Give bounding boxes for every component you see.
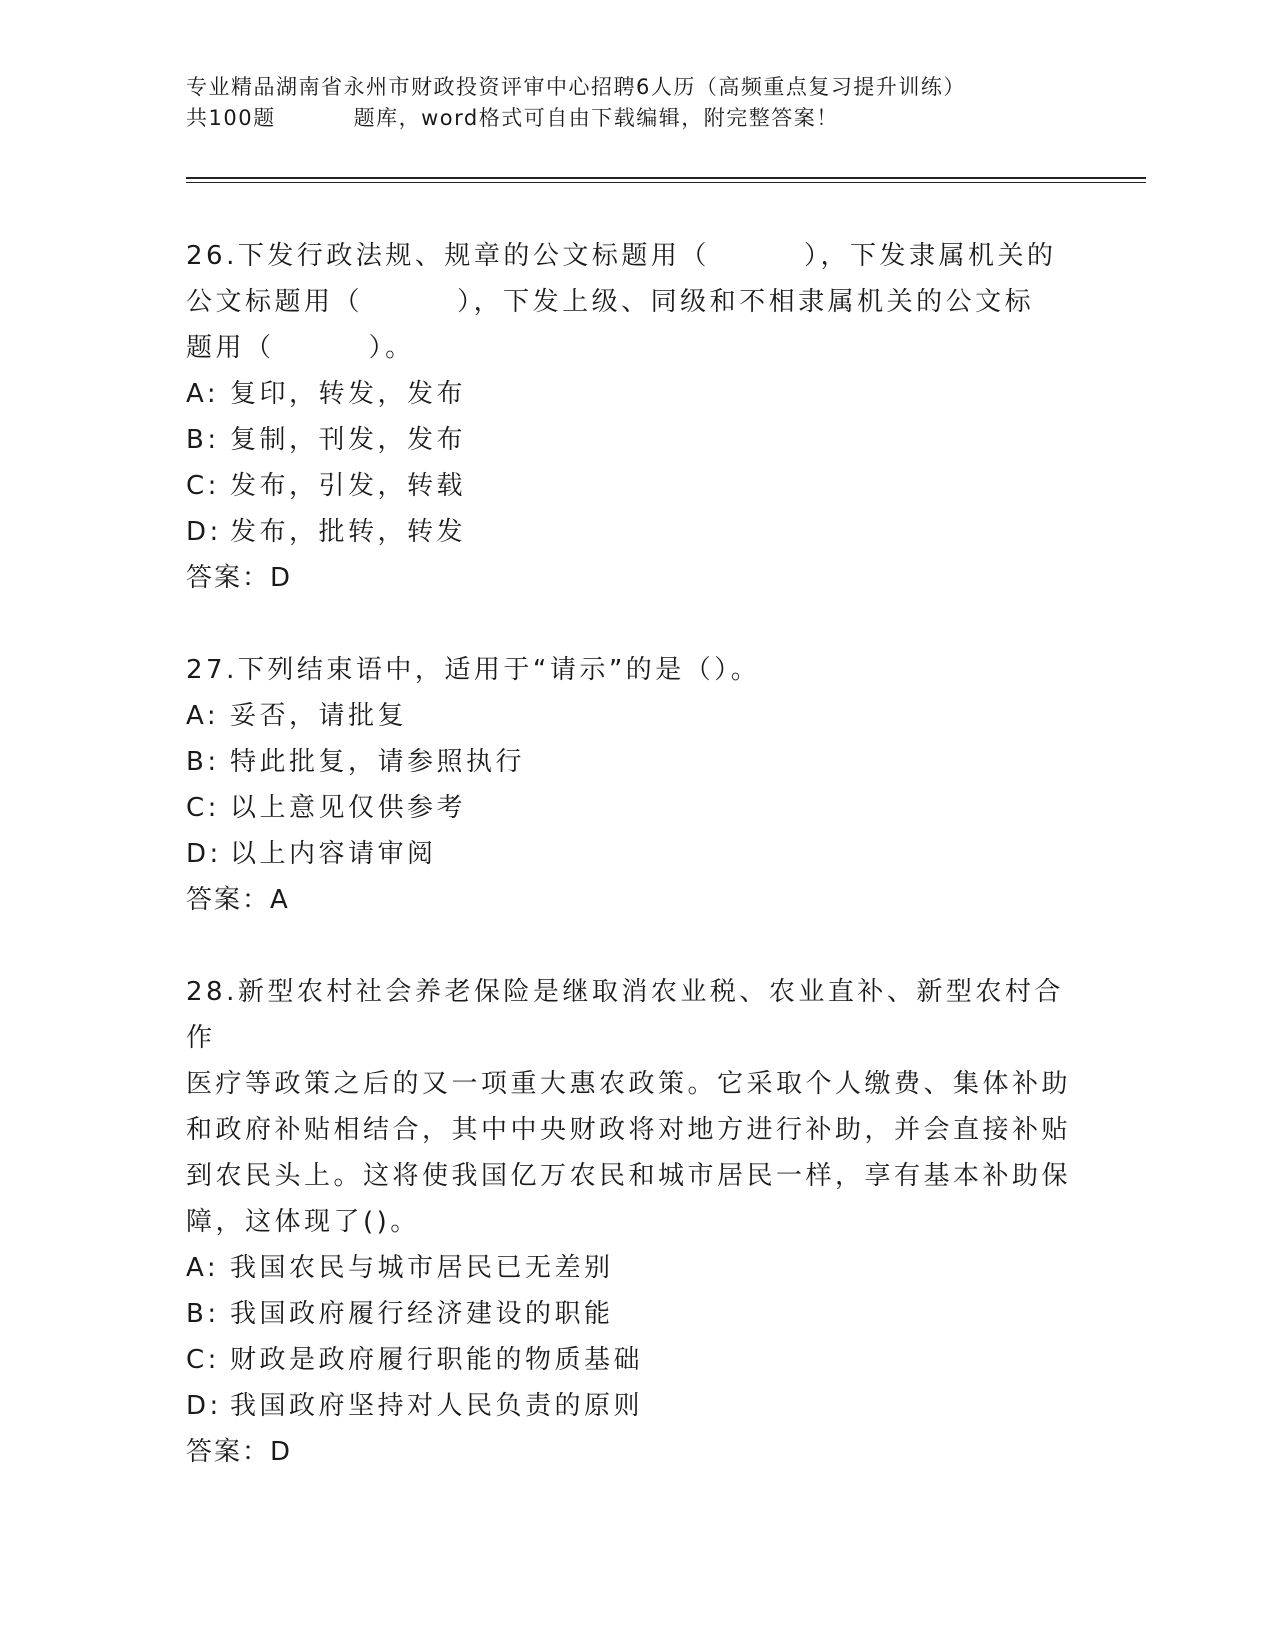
- question-list: [186, 233, 1086, 1521]
- option-b: [186, 417, 1086, 463]
- question-text-line: 障，这体现了()。: [186, 1207, 420, 1237]
- option-letter: C:: [186, 793, 220, 823]
- option-letter: B:: [186, 425, 220, 455]
- header-description: 题库，word格式可自由下载编辑，附完整答案！: [353, 106, 839, 130]
- question-28: [186, 969, 1086, 1475]
- question-text-line: 题用（ ）。: [186, 333, 415, 363]
- header-subtitle-line: [186, 103, 1146, 134]
- option-text: 我国政府坚持对人民负责的原则: [230, 1391, 644, 1421]
- option-a: [186, 371, 1086, 417]
- option-letter: D:: [186, 839, 222, 869]
- option-letter: D:: [186, 517, 222, 547]
- option-c: [186, 463, 1086, 509]
- option-text: 复印，转发，发布: [230, 379, 467, 409]
- answer-label: 答案：: [186, 885, 271, 915]
- header-title-line: 专业精品湖南省永州市财政投资评审中心招聘6人历（高频重点复习提升训练）: [186, 75, 966, 99]
- option-letter: C:: [186, 1345, 220, 1375]
- header-divider-thick: [186, 177, 1146, 179]
- option-letter: A:: [186, 1253, 220, 1283]
- option-c: [186, 785, 1086, 831]
- option-a: [186, 1245, 1086, 1291]
- answer-value: D: [270, 563, 291, 593]
- option-text: 以上意见仅供参考: [230, 793, 467, 823]
- header-gap: [276, 103, 354, 134]
- question-text-line: 到农民头上。这将使我国亿万农民和城市居民一样，享有基本补助保: [186, 1161, 1072, 1191]
- answer-value: D: [270, 1437, 291, 1467]
- question-text-line: 医疗等政策之后的又一项重大惠农政策。它采取个人缴费、集体补助: [186, 1069, 1072, 1099]
- answer-label: 答案：: [186, 563, 271, 593]
- answer: [186, 877, 1086, 923]
- question-27: [186, 647, 1086, 923]
- question-text-line: 26.下发行政法规、规章的公文标题用（ ），下发隶属机关的: [186, 241, 1057, 271]
- option-text: 以上内容请审阅: [230, 839, 437, 869]
- answer: [186, 555, 1086, 601]
- option-text: 我国农民与城市居民已无差别: [230, 1253, 614, 1283]
- option-b: [186, 1291, 1086, 1337]
- question-text-line: 公文标题用（ ），下发上级、同级和不相隶属机关的公文标: [186, 287, 1035, 317]
- option-letter: C:: [186, 471, 220, 501]
- option-a: [186, 693, 1086, 739]
- option-letter: D:: [186, 1391, 222, 1421]
- header-question-count: 共100题: [186, 106, 276, 130]
- document-header: [186, 72, 1146, 134]
- option-d: [186, 1383, 1086, 1429]
- question-text-line: 27.下列结束语中，适用于“请示”的是（）。: [186, 655, 761, 685]
- option-text: 财政是政府履行职能的物质基础: [230, 1345, 644, 1375]
- option-d: [186, 831, 1086, 877]
- option-text: 特此批复，请参照执行: [230, 747, 526, 777]
- option-letter: B:: [186, 747, 220, 777]
- question-text-line: 和政府补贴相结合，其中中央财政将对地方进行补助，并会直接补贴: [186, 1115, 1072, 1145]
- option-b: [186, 739, 1086, 785]
- option-letter: B:: [186, 1299, 220, 1329]
- option-c: [186, 1337, 1086, 1383]
- option-text: 妥否，请批复: [230, 701, 408, 731]
- answer-label: 答案：: [186, 1437, 271, 1467]
- header-divider-thin: [186, 182, 1146, 183]
- question-26: [186, 233, 1086, 601]
- option-letter: A:: [186, 379, 220, 409]
- option-text: 发布，引发，转载: [230, 471, 467, 501]
- option-text: 发布，批转，转发: [230, 517, 467, 547]
- option-d: [186, 509, 1086, 555]
- option-text: 我国政府履行经济建设的职能: [230, 1299, 614, 1329]
- question-text-line: 28.新型农村社会养老保险是继取消农业税、农业直补、新型农村合作: [186, 977, 1064, 1053]
- option-text: 复制，刊发，发布: [230, 425, 467, 455]
- answer: [186, 1429, 1086, 1475]
- answer-value: A: [270, 885, 288, 915]
- option-letter: A:: [186, 701, 220, 731]
